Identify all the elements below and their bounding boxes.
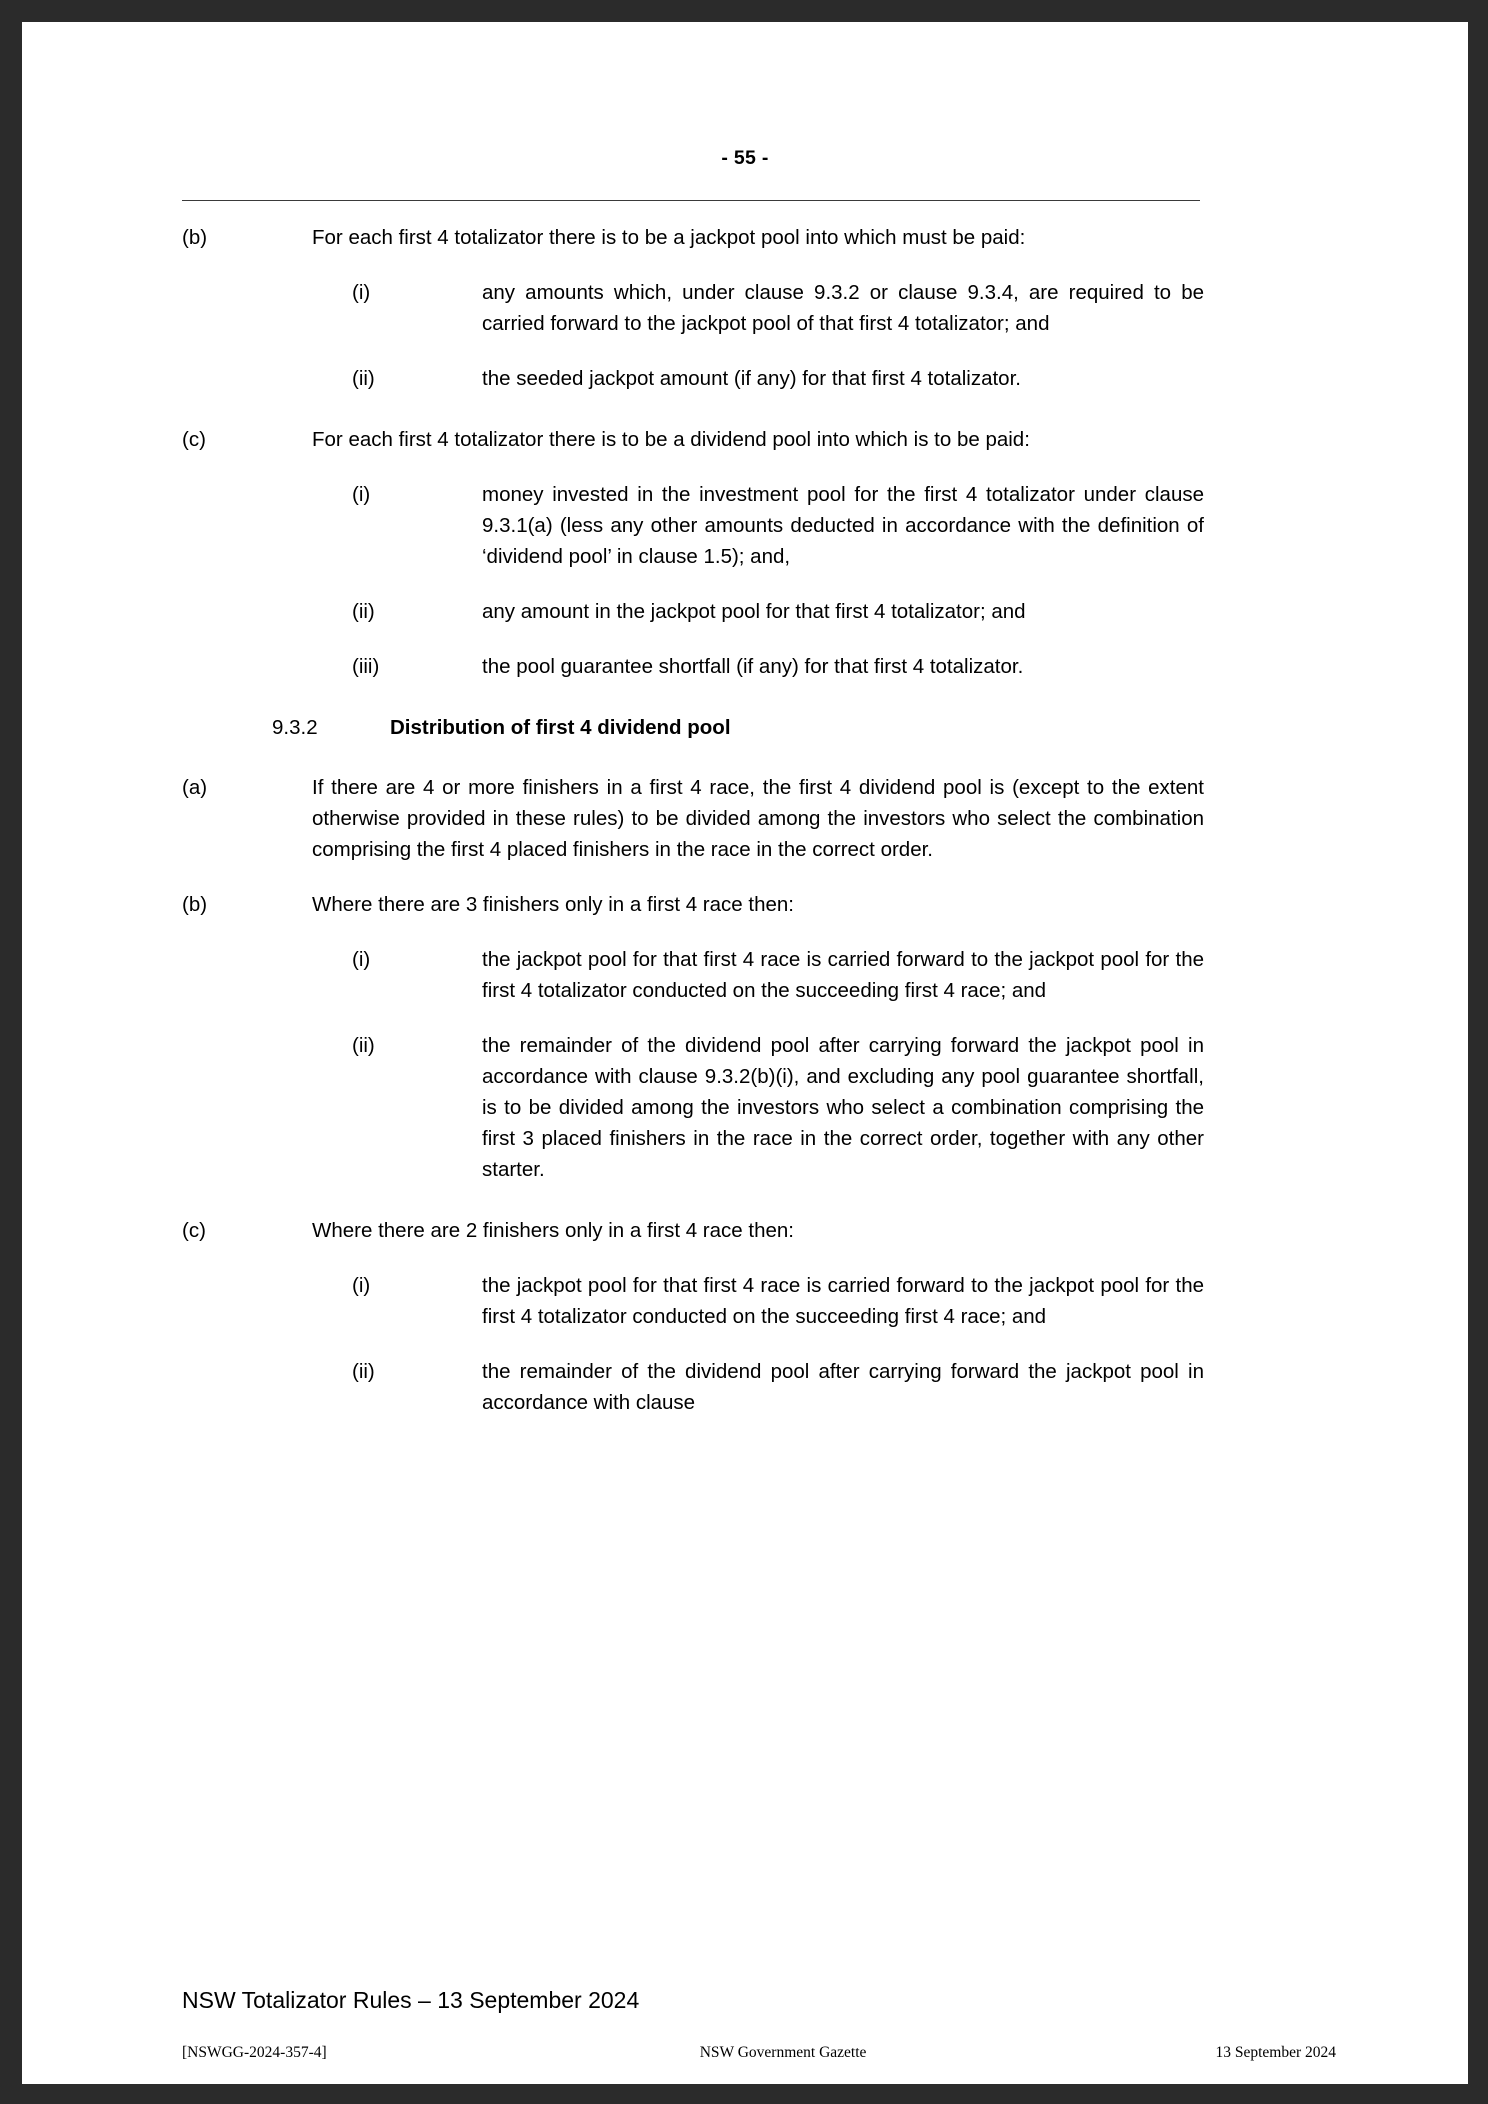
clause-marker: (c) [182, 428, 206, 451]
clause-marker: (ii) [352, 600, 375, 623]
clause-marker: (i) [352, 1274, 371, 1297]
clause-932-a [182, 772, 1204, 865]
clause-marker: (ii) [352, 1034, 375, 1057]
clause-marker: (i) [352, 948, 371, 971]
section-number: 9.3.2 [272, 716, 318, 739]
clause-text: any amounts which, under clause 9.3.2 or clause 9.3.4, are required to be carried forward to the jackpot pool of that first 4 totalizator; and [482, 281, 1204, 335]
clause-text: the remainder of the dividend pool after carrying forward the jackpot pool in accordance with clause 9.3.2(b)(i), and excluding any pool guarantee shortfall, is to be divided among the investors who select a combination comprising the first 3 placed finishers in the race in the correct order, together with any other starter. [482, 1034, 1204, 1181]
clause-marker: (i) [352, 281, 371, 304]
section-title: Distribution of first 4 dividend pool [390, 716, 731, 739]
clause-c [182, 424, 1204, 455]
clause-text: the pool guarantee shortfall (if any) for that first 4 totalizator. [482, 655, 1024, 678]
clause-b-i [352, 277, 1204, 339]
clause-marker: (ii) [352, 1360, 375, 1383]
clause-text: Where there are 3 finishers only in a first 4 race then: [312, 893, 794, 916]
footer-reference-code: [NSWGG-2024-357-4] [182, 2044, 327, 2061]
clause-text: any amount in the jackpot pool for that first 4 totalizator; and [482, 600, 1026, 623]
clause-932-c-ii [352, 1356, 1204, 1418]
clause-text: money invested in the investment pool for the first 4 totalizator under clause 9.3.1(a) (less any other amounts deducted in accordance with the definition of ‘dividend pool’ in clause 1.5); and, [482, 483, 1204, 568]
header-divider [182, 200, 1200, 201]
clause-text: the remainder of the dividend pool after carrying forward the jackpot pool in accordance with clause [482, 1360, 1204, 1414]
clause-text: the jackpot pool for that first 4 race is carried forward to the jackpot pool for the first 4 totalizator conducted on the succeeding first 4 race; and [482, 948, 1204, 1002]
clause-text: the seeded jackpot amount (if any) for that first 4 totalizator. [482, 367, 1021, 390]
clause-marker: (iii) [352, 655, 380, 678]
clause-marker: (a) [182, 776, 208, 799]
clause-b-ii [352, 363, 1204, 394]
clause-text: Where there are 2 finishers only in a first 4 race then: [312, 1219, 794, 1242]
clause-marker: (b) [182, 893, 208, 916]
clause-text: For each first 4 totalizator there is to be a dividend pool into which is to be paid: [312, 428, 1030, 451]
clause-932-b [182, 889, 1204, 920]
clause-marker: (b) [182, 226, 208, 249]
clause-text: For each first 4 totalizator there is to be a jackpot pool into which must be paid: [312, 226, 1026, 249]
document-body [182, 222, 1204, 1442]
clause-marker: (ii) [352, 367, 375, 390]
footer-bar [182, 2044, 1336, 2062]
clause-932-b-ii [352, 1030, 1204, 1185]
footer-date: 13 September 2024 [1215, 2044, 1336, 2061]
clause-c-i [352, 479, 1204, 572]
footer-publication-name: NSW Government Gazette [699, 2044, 867, 2061]
clause-932-c-i [352, 1270, 1204, 1332]
clause-text: the jackpot pool for that first 4 race is carried forward to the jackpot pool for the first 4 totalizator conducted on the succeeding first 4 race; and [482, 1274, 1204, 1328]
clause-b [182, 222, 1204, 253]
section-heading-932 [272, 716, 1204, 740]
footer-document-title: NSW Totalizator Rules – 13 September 2024 [182, 1987, 640, 2013]
clause-c-ii [352, 596, 1204, 627]
page-number: - 55 - [721, 147, 769, 169]
clause-932-c [182, 1215, 1204, 1246]
clause-932-b-i [352, 944, 1204, 1006]
document-page [22, 22, 1468, 2084]
page-content [22, 22, 1468, 2084]
clause-marker: (i) [352, 483, 371, 506]
clause-text: If there are 4 or more finishers in a first 4 race, the first 4 dividend pool is (except to the extent otherwise provided in these rules) to be divided among the investors who select the combination comprising the first 4 placed finishers in the race in the correct order. [312, 776, 1204, 861]
clause-marker: (c) [182, 1219, 206, 1242]
clause-c-iii [352, 651, 1204, 682]
